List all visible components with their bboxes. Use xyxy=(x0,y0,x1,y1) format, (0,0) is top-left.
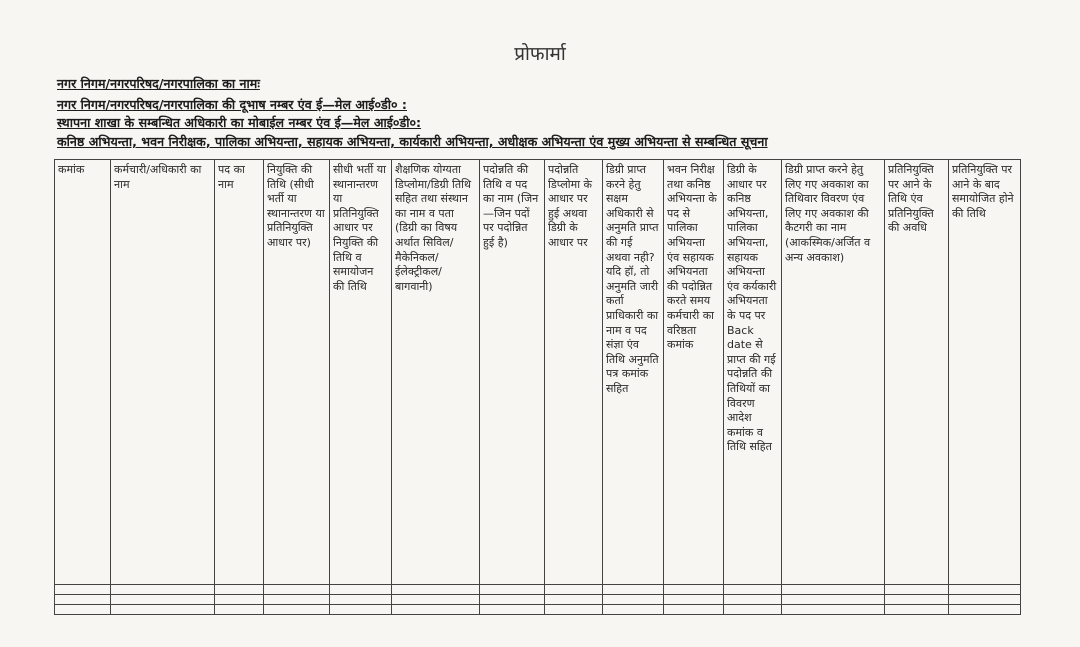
heading-phone-email: नगर निगम/नगरपरिषद/नगरपालिका की दूभाष नम्बर एंव ई—मेल आई०डी० : xyxy=(57,97,407,112)
heading-subject: कनिष्ठ अभियन्ता, भवन निरीक्षक, पालिका अभियन्ता, सहायक अभियन्ता, कार्यकारी अभियन्ता, अधीक्षक अभियन्ता एंव मुख्य अभियन्ता से सम्बन्धित सूचना xyxy=(57,134,768,149)
table-header-row xyxy=(55,160,1021,585)
col-post-name: पद का नाम xyxy=(215,160,264,585)
col-seniority-number: भवन निरीक्ष तथा कनिष्ठ अभियन्ता के पद से पालिका अभियन्ता एंव सहायक अभियनता की पदोन्नित करते समय कर्मचारी का वरिष्ठता कमांक xyxy=(664,160,724,585)
heading-municipality-name: नगर निगम/नगरपरिषद/नगरपालिका का नामः xyxy=(57,76,260,91)
proforma-table xyxy=(54,159,1021,615)
col-deputation-date: प्रतिनियुक्ति पर आने के तिथि एंव प्रतिनियुक्ति की अवधि xyxy=(885,160,949,585)
col-employee-name: कर्मचारी/अधिकारी का नाम xyxy=(111,160,215,585)
col-qualification: शैक्षणिक योग्यता डिप्लोमा/डिग्री तिथि सहित तथा संस्थान का नाम व पता (डिग्री का विषय अर्थात सिविल/मैकेनिकल/ईलेक्ट्रीकल/बागवानी) xyxy=(392,160,480,585)
document-title: प्रोफार्मा xyxy=(514,43,566,65)
col-serial-number: कमांक xyxy=(55,160,111,585)
col-backdate-promotion: डिग्री के आधार पर कनिष्ठ अभियन्ता, पालिका अभियन्ता, सहायक अभियन्ता एंव कर्यकारी अभियनता के पद पर Back date से प्राप्त की गई पदोन्नति की तिथियों का विवरण आदेश कमांक व तिथि सहित xyxy=(724,160,782,585)
table-row xyxy=(55,585,1021,595)
heading-establishment-officer: स्थापना शाखा के सम्बन्धित अधिकारी का मोबाईल नम्बर एंव ई—मेल आई०डी०: xyxy=(57,115,422,130)
col-appointment-date: नियुक्ति की तिथि (सीधी भर्ती या स्थानान्तरण या प्रतिनियुक्ति आधार पर) xyxy=(264,160,330,585)
col-degree-permission: डिग्री प्राप्त करने हेतु सक्षम अधिकारी से अनुमति प्राप्त की गई अथवा नही? यदि हॉ, तो अनुमति जारी कर्ता प्राधिकारी का नाम व पद संज्ञा एंव तिथि अनुमति पत्र कमांक सहित xyxy=(603,160,664,585)
col-promotion-basis: पदोन्नति डिप्लोमा के आधार पर हुई अथवा डिग्री के आधार पर xyxy=(545,160,603,585)
col-post-deputation-adjustment: प्रतिनियुक्ति पर आने के बाद समायोजित होने की तिथि xyxy=(949,160,1021,585)
col-adjustment-date: सीधी भर्ती या स्थानान्तरण या प्रतिनियुक्ति आधार पर नियुक्ति की तिथि व समायोजन की तिथि xyxy=(330,160,392,585)
col-promotion-date: पदोन्नति की तिथि व पद का नाम (जिन—जिन पदों पर पदोन्नित हुई है) xyxy=(480,160,545,585)
col-leave-details: डिग्री प्राप्त करने हेतु लिए गए अवकाश का तिथिवार विवरण एंव लिए गए अवकाश की कैटगरी का नाम (आकस्मिक/अर्जित व अन्य अवकाश) xyxy=(782,160,885,585)
table-row xyxy=(55,605,1021,615)
table-row xyxy=(55,595,1021,605)
